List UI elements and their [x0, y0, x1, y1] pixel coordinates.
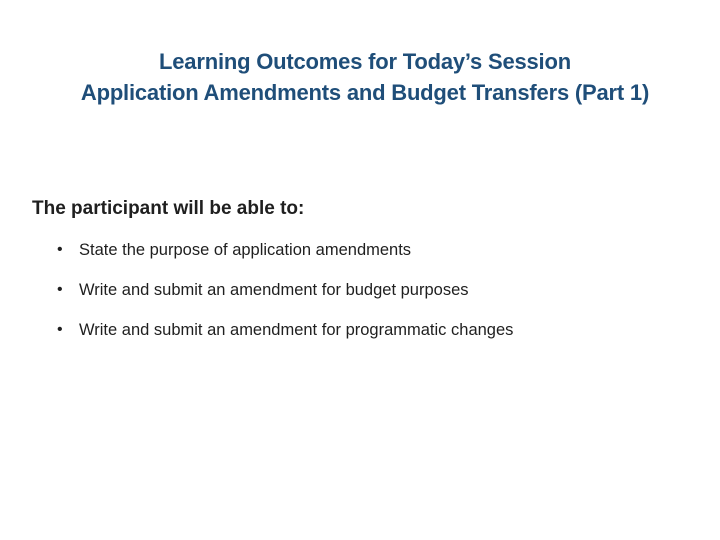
list-item — [57, 318, 513, 342]
title-line-2: Application Amendments and Budget Transfers (Part 1) — [80, 80, 650, 105]
intro-text: The participant will be able to: — [32, 198, 305, 219]
bullet-list — [57, 238, 513, 358]
bullet-icon: • — [57, 281, 63, 298]
bullet-text: Write and submit an amendment for programmatic changes — [79, 320, 514, 339]
slide-title — [0, 46, 720, 108]
list-item — [57, 278, 513, 302]
bullet-icon: • — [57, 241, 63, 258]
bullet-icon: • — [57, 321, 63, 338]
bullet-text: Write and submit an amendment for budget purposes — [79, 280, 469, 299]
list-item — [57, 238, 513, 262]
bullet-text: State the purpose of application amendments — [79, 240, 412, 259]
title-line-1: Learning Outcomes for Today’s Session — [159, 49, 571, 74]
